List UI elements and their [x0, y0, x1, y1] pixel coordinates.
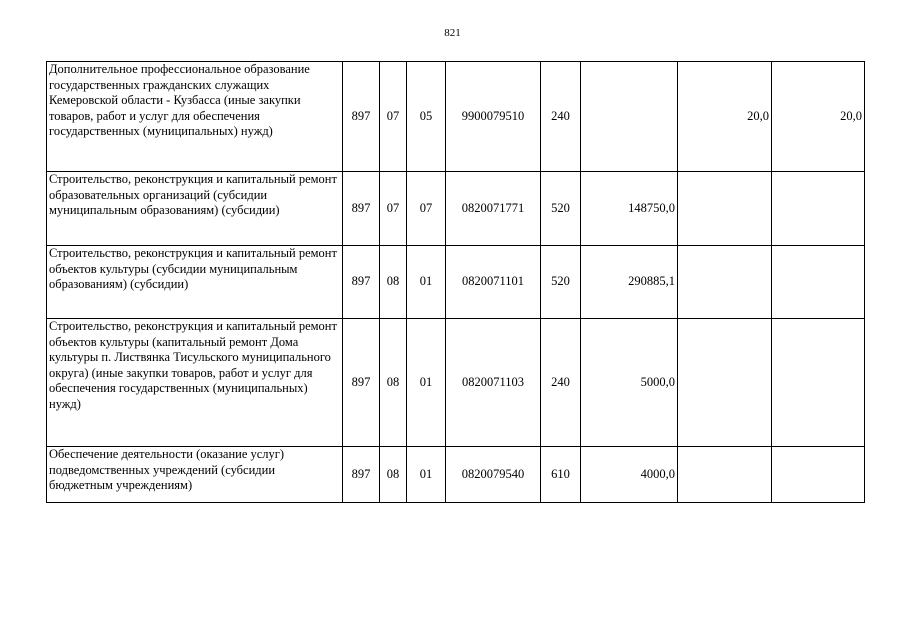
section-code: 07 — [380, 62, 407, 172]
subsection-code: 05 — [407, 62, 446, 172]
expense-name: Строительство, реконструкция и капитальный ремонт объектов культуры (капитальный ремонт Дома культуры п. Листвянка Тисульского муниципального округа) (иные закупки товаров, работ и услуг для обеспечения государственных (муниципальных) нужд) — [47, 319, 343, 447]
section-code: 08 — [380, 246, 407, 319]
ministry-code: 897 — [343, 319, 380, 447]
expense-type-code: 520 — [541, 172, 581, 246]
table-row — [47, 246, 865, 319]
amount-year-1: 5000,0 — [581, 319, 678, 447]
amount-year-2 — [678, 447, 772, 503]
expense-name: Строительство, реконструкция и капитальный ремонт образовательных организаций (субсидии муниципальным образованиям) (субсидии) — [47, 172, 343, 246]
amount-year-1: 148750,0 — [581, 172, 678, 246]
subsection-code: 07 — [407, 172, 446, 246]
expense-name: Дополнительное профессиональное образование государственных гражданских служащих Кемеровской области - Кузбасса (иные закупки товаров, работ и услуг для обеспечения государственных (муниципальных) нужд) — [47, 62, 343, 172]
amount-year-2 — [678, 319, 772, 447]
amount-year-3 — [772, 246, 865, 319]
target-article-code: 0820071101 — [446, 246, 541, 319]
expense-type-code: 520 — [541, 246, 581, 319]
table-row — [47, 62, 865, 172]
amount-year-2 — [678, 246, 772, 319]
amount-year-2: 20,0 — [678, 62, 772, 172]
expense-type-code: 240 — [541, 62, 581, 172]
ministry-code: 897 — [343, 246, 380, 319]
amount-year-3 — [772, 172, 865, 246]
amount-year-1: 4000,0 — [581, 447, 678, 503]
amount-year-3 — [772, 319, 865, 447]
expense-name: Обеспечение деятельности (оказание услуг) подведомственных учреждений (субсидии бюджетным учреждениям) — [47, 447, 343, 503]
subsection-code: 01 — [407, 319, 446, 447]
target-article-code: 0820071771 — [446, 172, 541, 246]
subsection-code: 01 — [407, 246, 446, 319]
table-row — [47, 447, 865, 503]
expense-name: Строительство, реконструкция и капитальный ремонт объектов культуры (субсидии муниципальным образованиям) (субсидии) — [47, 246, 343, 319]
amount-year-2 — [678, 172, 772, 246]
target-article-code: 0820079540 — [446, 447, 541, 503]
amount-year-1 — [581, 62, 678, 172]
target-article-code: 0820071103 — [446, 319, 541, 447]
amount-year-1: 290885,1 — [581, 246, 678, 319]
section-code: 08 — [380, 319, 407, 447]
expense-type-code: 610 — [541, 447, 581, 503]
expense-type-code: 240 — [541, 319, 581, 447]
section-code: 07 — [380, 172, 407, 246]
ministry-code: 897 — [343, 62, 380, 172]
subsection-code: 01 — [407, 447, 446, 503]
section-code: 08 — [380, 447, 407, 503]
table-row — [47, 172, 865, 246]
amount-year-3: 20,0 — [772, 62, 865, 172]
amount-year-3 — [772, 447, 865, 503]
ministry-code: 897 — [343, 172, 380, 246]
budget-table — [46, 61, 865, 503]
table-row — [47, 319, 865, 447]
ministry-code: 897 — [343, 447, 380, 503]
page-number: 821 — [444, 27, 461, 39]
target-article-code: 9900079510 — [446, 62, 541, 172]
